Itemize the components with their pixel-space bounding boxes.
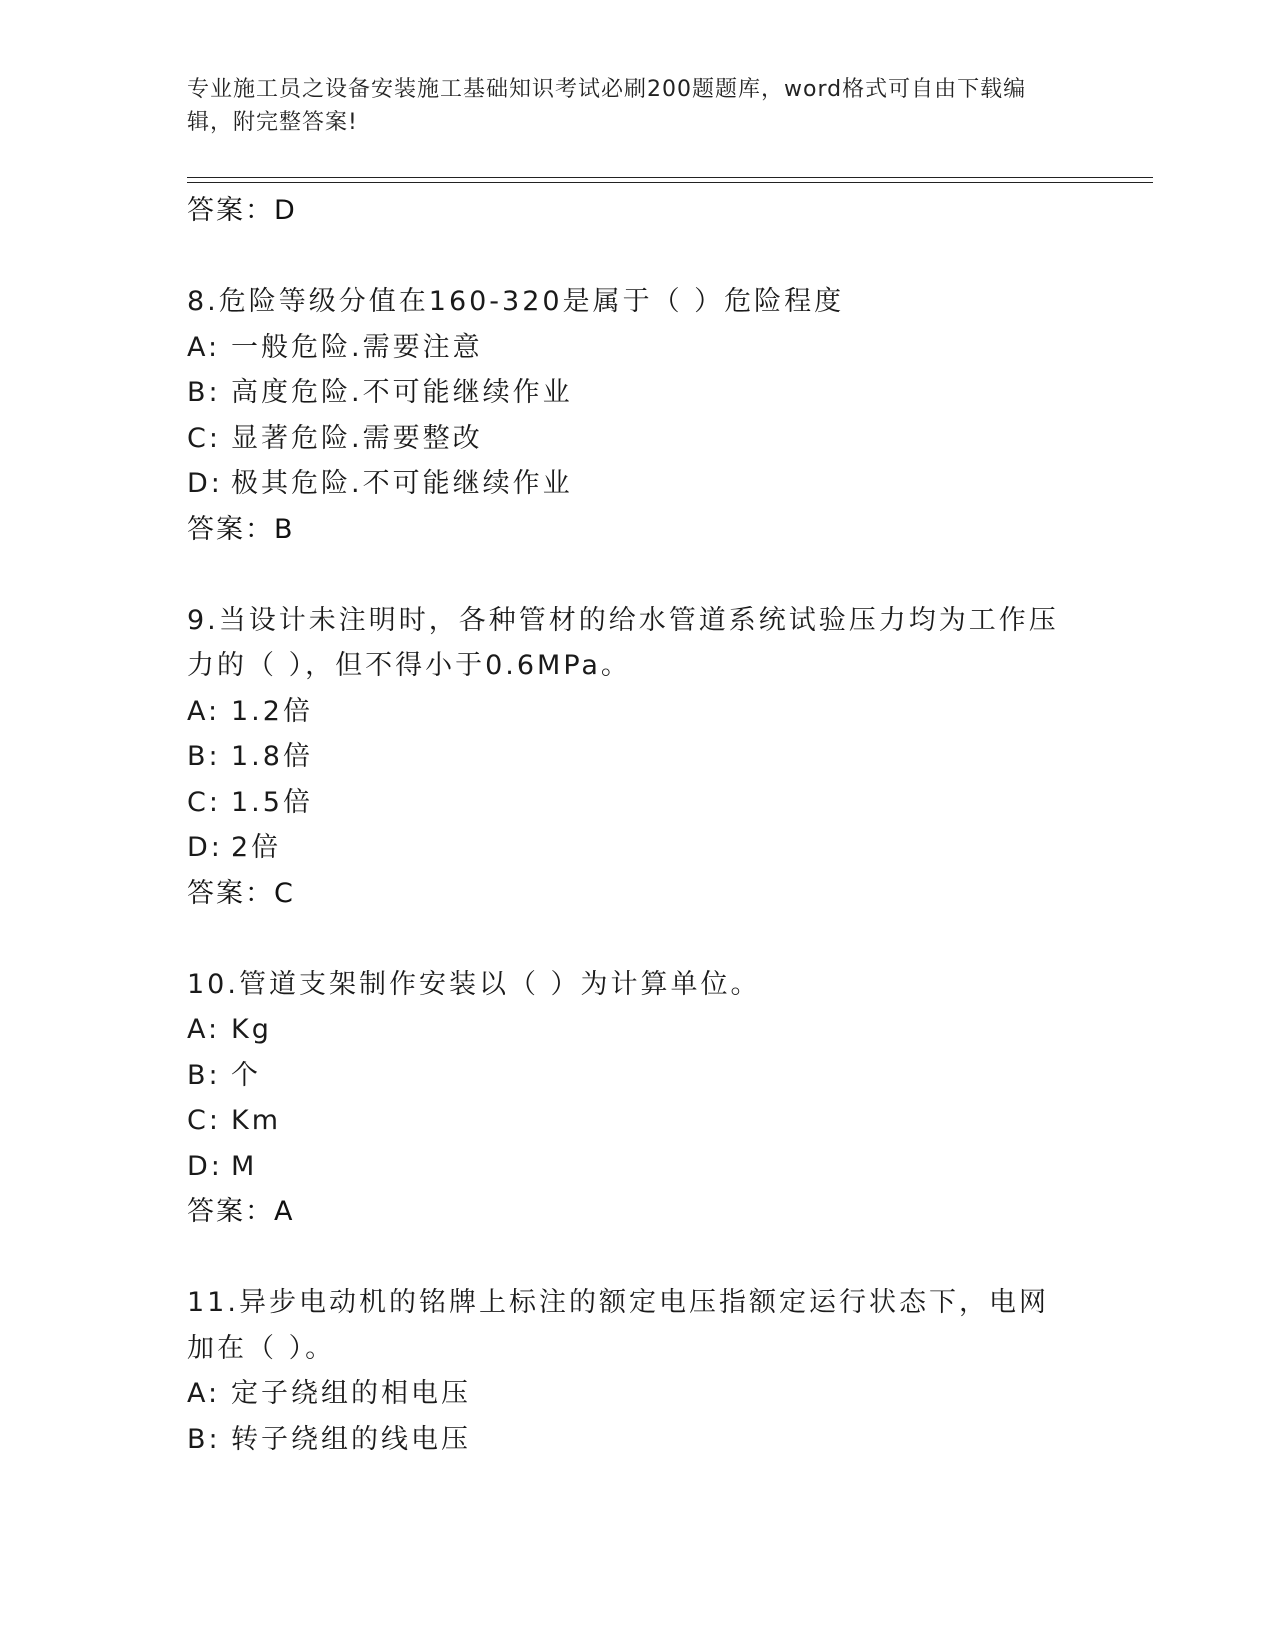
option-a xyxy=(187,689,1087,735)
option-b xyxy=(187,1053,1087,1099)
option-label: B: xyxy=(187,1423,221,1455)
option-d xyxy=(187,1144,1087,1190)
option-c xyxy=(187,416,1087,462)
option-a xyxy=(187,1371,1087,1417)
option-label: D: xyxy=(187,832,223,863)
answer-line: 答案：A xyxy=(187,1196,295,1227)
option-b xyxy=(187,1417,1087,1463)
option-label: A: xyxy=(187,695,221,727)
option-text: 转子绕组的线电压 xyxy=(231,1423,471,1455)
option-text: Kg xyxy=(231,1014,272,1045)
option-text: 1.2倍 xyxy=(231,695,313,727)
option-text: M xyxy=(231,1150,258,1182)
answer-line: 答案：B xyxy=(187,513,295,545)
option-text: 显著危险.需要整改 xyxy=(231,422,483,454)
option-text: 个 xyxy=(231,1059,261,1091)
option-c xyxy=(187,1098,1087,1144)
option-label: A: xyxy=(187,331,221,363)
question-text: 9.当设计未注明时，各种管材的给水管道系统试验压力均为工作压力的（ ），但不得小于0.6MPa。 xyxy=(187,604,1059,681)
option-text: 一般危险.需要注意 xyxy=(231,331,483,363)
option-label: D: xyxy=(187,1150,223,1182)
question-list xyxy=(187,188,1087,1508)
option-label: C: xyxy=(187,422,221,454)
question-text: 11.异步电动机的铭牌上标注的额定电压指额定运行状态下，电网加在（ ）。 xyxy=(187,1287,1049,1364)
header-rule-bottom xyxy=(187,182,1153,183)
option-label: B: xyxy=(187,377,221,408)
question-item xyxy=(187,1280,1087,1462)
option-d xyxy=(187,461,1087,507)
option-text: 2倍 xyxy=(231,832,282,863)
option-label: B: xyxy=(187,1059,221,1091)
question-item xyxy=(187,279,1087,552)
option-label: B: xyxy=(187,741,221,772)
option-label: A: xyxy=(187,1014,221,1045)
option-text: 高度危险.不可能继续作业 xyxy=(231,377,573,408)
option-label: C: xyxy=(187,786,221,818)
question-item xyxy=(187,598,1087,917)
option-text: Km xyxy=(231,1105,282,1136)
question-text: 8.危险等级分值在160-320是属于（ ）危险程度 xyxy=(187,286,845,317)
option-b xyxy=(187,370,1087,416)
header-rule-top xyxy=(187,177,1153,178)
option-c xyxy=(187,780,1087,826)
previous-answer-block xyxy=(187,188,1087,234)
option-text: 1.5倍 xyxy=(231,786,313,818)
question-text: 10.管道支架制作安装以（ ）为计算单位。 xyxy=(187,968,761,1000)
option-d xyxy=(187,825,1087,871)
document-header: 专业施工员之设备安装施工基础知识考试必刷200题题库，word格式可自由下载编辑，附完整答案! xyxy=(187,77,1027,135)
option-text: 1.8倍 xyxy=(231,741,313,772)
answer-line: 答案：C xyxy=(187,877,295,909)
option-text: 极其危险.不可能继续作业 xyxy=(231,468,573,499)
option-a xyxy=(187,1007,1087,1053)
option-label: A: xyxy=(187,1378,221,1409)
answer-line: 答案：D xyxy=(187,195,297,226)
option-label: C: xyxy=(187,1105,221,1136)
option-a xyxy=(187,325,1087,371)
option-text: 定子绕组的相电压 xyxy=(231,1378,471,1409)
option-label: D: xyxy=(187,468,223,499)
option-b xyxy=(187,734,1087,780)
question-item xyxy=(187,962,1087,1235)
